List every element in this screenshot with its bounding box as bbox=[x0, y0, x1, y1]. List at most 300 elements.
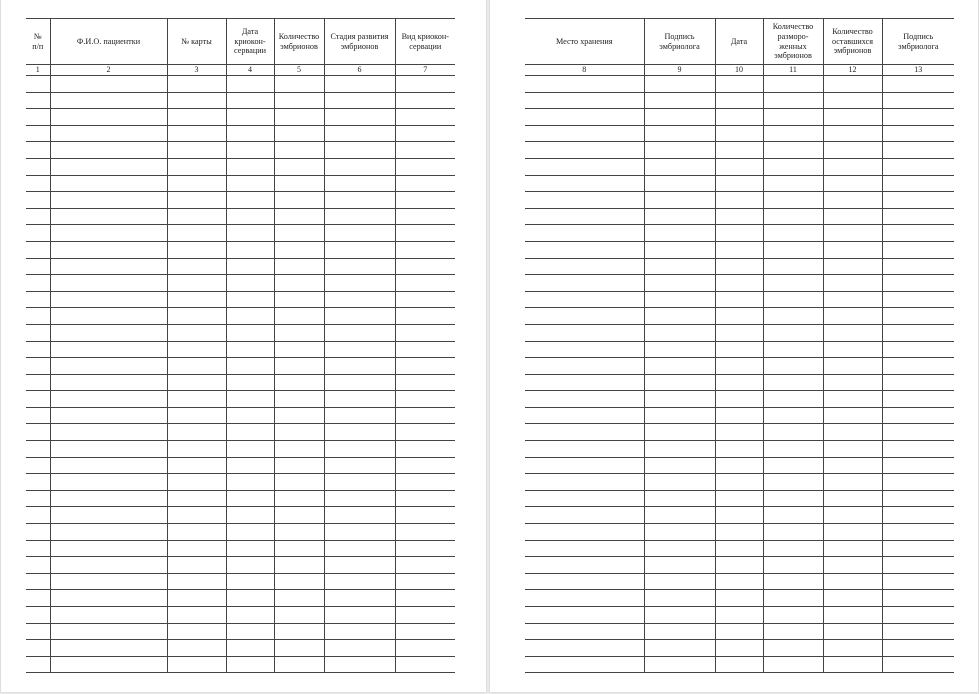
table-cell bbox=[226, 640, 274, 657]
table-cell bbox=[324, 474, 395, 491]
table-cell bbox=[395, 391, 455, 408]
table-cell bbox=[324, 590, 395, 607]
table-cell bbox=[823, 391, 882, 408]
table-cell bbox=[274, 391, 324, 408]
table-cell bbox=[395, 308, 455, 325]
table-cell bbox=[823, 457, 882, 474]
table-cell bbox=[525, 308, 644, 325]
table-cell bbox=[715, 391, 763, 408]
column-number: 3 bbox=[167, 65, 226, 76]
table-cell bbox=[274, 125, 324, 142]
table-cell bbox=[882, 607, 954, 624]
table-cell bbox=[525, 208, 644, 225]
table-cell bbox=[644, 208, 715, 225]
table-cell bbox=[167, 125, 226, 142]
table-cell bbox=[644, 76, 715, 93]
table-cell bbox=[763, 308, 823, 325]
table-row bbox=[525, 557, 954, 574]
table-row bbox=[26, 374, 455, 391]
table-cell bbox=[644, 374, 715, 391]
table-cell bbox=[763, 158, 823, 175]
table-cell bbox=[525, 490, 644, 507]
table-cell bbox=[715, 76, 763, 93]
table-cell bbox=[26, 341, 50, 358]
table-cell bbox=[226, 241, 274, 258]
table-row bbox=[26, 192, 455, 209]
table-row bbox=[525, 656, 954, 673]
table-cell bbox=[644, 424, 715, 441]
table-cell bbox=[882, 241, 954, 258]
table-cell bbox=[525, 258, 644, 275]
table-cell bbox=[324, 76, 395, 93]
left-journal-table bbox=[26, 18, 455, 673]
table-cell bbox=[395, 241, 455, 258]
table-cell bbox=[525, 158, 644, 175]
table-cell bbox=[324, 623, 395, 640]
table-cell bbox=[167, 474, 226, 491]
table-cell bbox=[882, 424, 954, 441]
table-cell bbox=[50, 424, 167, 441]
table-cell bbox=[395, 656, 455, 673]
table-row bbox=[26, 109, 455, 126]
table-cell bbox=[525, 607, 644, 624]
table-cell bbox=[167, 275, 226, 292]
table-cell bbox=[525, 507, 644, 524]
table-cell bbox=[823, 175, 882, 192]
table-cell bbox=[274, 109, 324, 126]
table-cell bbox=[882, 656, 954, 673]
table-cell bbox=[882, 407, 954, 424]
table-cell bbox=[274, 76, 324, 93]
table-cell bbox=[525, 540, 644, 557]
table-cell bbox=[823, 540, 882, 557]
table-cell bbox=[274, 142, 324, 159]
table-cell bbox=[324, 524, 395, 541]
table-cell bbox=[644, 590, 715, 607]
table-cell bbox=[395, 142, 455, 159]
table-cell bbox=[395, 125, 455, 142]
table-cell bbox=[274, 656, 324, 673]
table-cell bbox=[763, 275, 823, 292]
left-table-body bbox=[26, 76, 455, 673]
table-cell bbox=[274, 258, 324, 275]
table-row bbox=[26, 507, 455, 524]
column-number: 8 bbox=[525, 65, 644, 76]
table-cell bbox=[167, 175, 226, 192]
table-cell bbox=[226, 324, 274, 341]
table-cell bbox=[715, 507, 763, 524]
table-cell bbox=[715, 557, 763, 574]
table-row bbox=[26, 125, 455, 142]
right-journal-table bbox=[525, 18, 954, 673]
table-cell bbox=[644, 109, 715, 126]
table-cell bbox=[167, 324, 226, 341]
table-cell bbox=[715, 590, 763, 607]
table-cell bbox=[882, 524, 954, 541]
table-cell bbox=[226, 225, 274, 242]
table-cell bbox=[226, 308, 274, 325]
table-cell bbox=[882, 457, 954, 474]
table-cell bbox=[50, 308, 167, 325]
table-cell bbox=[882, 76, 954, 93]
table-cell bbox=[395, 590, 455, 607]
table-cell bbox=[763, 192, 823, 209]
table-cell bbox=[26, 258, 50, 275]
table-cell bbox=[823, 324, 882, 341]
table-cell bbox=[50, 258, 167, 275]
table-cell bbox=[50, 507, 167, 524]
table-cell bbox=[274, 175, 324, 192]
table-cell bbox=[274, 192, 324, 209]
table-cell bbox=[882, 308, 954, 325]
table-cell bbox=[395, 507, 455, 524]
table-cell bbox=[395, 441, 455, 458]
table-cell bbox=[167, 391, 226, 408]
table-row bbox=[26, 258, 455, 275]
table-row bbox=[26, 640, 455, 657]
table-cell bbox=[715, 358, 763, 375]
table-cell bbox=[715, 241, 763, 258]
table-cell bbox=[644, 158, 715, 175]
table-cell bbox=[274, 324, 324, 341]
table-cell bbox=[763, 557, 823, 574]
table-cell bbox=[395, 175, 455, 192]
table-row bbox=[525, 407, 954, 424]
table-cell bbox=[50, 208, 167, 225]
table-cell bbox=[50, 341, 167, 358]
table-cell bbox=[167, 441, 226, 458]
table-cell bbox=[324, 490, 395, 507]
table-cell bbox=[644, 125, 715, 142]
column-header-embryo-stage: Стадия развития эмбрионов bbox=[324, 19, 395, 65]
table-cell bbox=[644, 607, 715, 624]
table-cell bbox=[763, 474, 823, 491]
table-row bbox=[525, 158, 954, 175]
table-cell bbox=[882, 507, 954, 524]
column-number: 12 bbox=[823, 65, 882, 76]
table-cell bbox=[715, 623, 763, 640]
table-cell bbox=[167, 192, 226, 209]
table-cell bbox=[167, 258, 226, 275]
table-cell bbox=[50, 391, 167, 408]
table-cell bbox=[274, 291, 324, 308]
table-cell bbox=[644, 341, 715, 358]
table-row bbox=[26, 656, 455, 673]
table-row bbox=[26, 607, 455, 624]
table-cell bbox=[525, 192, 644, 209]
table-cell bbox=[26, 540, 50, 557]
table-cell bbox=[644, 656, 715, 673]
table-cell bbox=[644, 623, 715, 640]
table-cell bbox=[26, 457, 50, 474]
table-cell bbox=[715, 258, 763, 275]
table-cell bbox=[525, 457, 644, 474]
table-row bbox=[525, 573, 954, 590]
table-cell bbox=[882, 92, 954, 109]
table-cell bbox=[763, 656, 823, 673]
table-cell bbox=[50, 590, 167, 607]
table-cell bbox=[167, 540, 226, 557]
table-cell bbox=[324, 358, 395, 375]
table-cell bbox=[823, 407, 882, 424]
table-cell bbox=[167, 241, 226, 258]
table-cell bbox=[274, 507, 324, 524]
table-cell bbox=[715, 125, 763, 142]
table-cell bbox=[26, 109, 50, 126]
table-cell bbox=[226, 507, 274, 524]
table-row bbox=[525, 507, 954, 524]
table-cell bbox=[823, 590, 882, 607]
table-cell bbox=[274, 424, 324, 441]
table-cell bbox=[763, 208, 823, 225]
table-cell bbox=[26, 656, 50, 673]
table-cell bbox=[882, 324, 954, 341]
table-cell bbox=[26, 142, 50, 159]
table-cell bbox=[324, 192, 395, 209]
table-cell bbox=[644, 407, 715, 424]
table-cell bbox=[50, 76, 167, 93]
table-cell bbox=[50, 225, 167, 242]
table-row bbox=[26, 142, 455, 159]
table-cell bbox=[882, 374, 954, 391]
table-cell bbox=[644, 358, 715, 375]
table-cell bbox=[882, 208, 954, 225]
table-cell bbox=[324, 109, 395, 126]
table-row bbox=[26, 308, 455, 325]
table-row bbox=[525, 374, 954, 391]
table-cell bbox=[50, 441, 167, 458]
table-cell bbox=[395, 225, 455, 242]
table-cell bbox=[324, 308, 395, 325]
table-row bbox=[525, 175, 954, 192]
table-cell bbox=[715, 225, 763, 242]
table-cell bbox=[763, 441, 823, 458]
table-cell bbox=[882, 192, 954, 209]
table-cell bbox=[823, 524, 882, 541]
table-cell bbox=[226, 142, 274, 159]
table-row bbox=[525, 457, 954, 474]
table-cell bbox=[525, 391, 644, 408]
table-cell bbox=[226, 590, 274, 607]
column-header-embryologist-signature-2: Подпись эмбриолога bbox=[882, 19, 954, 65]
table-cell bbox=[525, 324, 644, 341]
table-cell bbox=[715, 607, 763, 624]
column-header-remaining-embryos: Количество оставшихся эмбрионов bbox=[823, 19, 882, 65]
table-row bbox=[525, 109, 954, 126]
table-row bbox=[26, 474, 455, 491]
table-cell bbox=[324, 291, 395, 308]
table-cell bbox=[882, 623, 954, 640]
table-cell bbox=[395, 490, 455, 507]
table-cell bbox=[226, 557, 274, 574]
table-cell bbox=[167, 457, 226, 474]
table-cell bbox=[644, 540, 715, 557]
table-cell bbox=[395, 341, 455, 358]
table-cell bbox=[525, 557, 644, 574]
table-cell bbox=[274, 358, 324, 375]
table-cell bbox=[882, 590, 954, 607]
table-cell bbox=[50, 291, 167, 308]
table-cell bbox=[525, 573, 644, 590]
table-cell bbox=[715, 656, 763, 673]
table-cell bbox=[324, 225, 395, 242]
table-row bbox=[525, 308, 954, 325]
table-cell bbox=[50, 524, 167, 541]
table-cell bbox=[525, 341, 644, 358]
table-cell bbox=[50, 457, 167, 474]
table-cell bbox=[882, 557, 954, 574]
table-cell bbox=[644, 324, 715, 341]
table-cell bbox=[763, 291, 823, 308]
table-cell bbox=[26, 607, 50, 624]
table-cell bbox=[763, 407, 823, 424]
table-cell bbox=[823, 623, 882, 640]
table-cell bbox=[395, 208, 455, 225]
table-cell bbox=[715, 441, 763, 458]
table-cell bbox=[395, 109, 455, 126]
left-page bbox=[1, 0, 486, 692]
table-cell bbox=[763, 424, 823, 441]
table-cell bbox=[324, 607, 395, 624]
column-number: 7 bbox=[395, 65, 455, 76]
table-cell bbox=[50, 241, 167, 258]
table-cell bbox=[823, 341, 882, 358]
table-row bbox=[26, 424, 455, 441]
table-cell bbox=[715, 540, 763, 557]
table-cell bbox=[395, 407, 455, 424]
table-cell bbox=[823, 275, 882, 292]
table-cell bbox=[395, 374, 455, 391]
table-cell bbox=[226, 76, 274, 93]
table-cell bbox=[823, 424, 882, 441]
table-cell bbox=[167, 225, 226, 242]
table-row bbox=[26, 324, 455, 341]
table-cell bbox=[715, 208, 763, 225]
table-cell bbox=[167, 623, 226, 640]
table-cell bbox=[324, 175, 395, 192]
table-cell bbox=[823, 607, 882, 624]
table-cell bbox=[763, 142, 823, 159]
table-cell bbox=[226, 407, 274, 424]
table-cell bbox=[324, 125, 395, 142]
table-cell bbox=[26, 192, 50, 209]
table-cell bbox=[882, 258, 954, 275]
table-cell bbox=[763, 324, 823, 341]
table-cell bbox=[274, 490, 324, 507]
table-row bbox=[26, 241, 455, 258]
table-cell bbox=[395, 158, 455, 175]
table-cell bbox=[395, 324, 455, 341]
table-cell bbox=[525, 92, 644, 109]
table-cell bbox=[882, 490, 954, 507]
table-cell bbox=[525, 524, 644, 541]
table-cell bbox=[167, 109, 226, 126]
table-cell bbox=[882, 573, 954, 590]
table-cell bbox=[525, 76, 644, 93]
table-cell bbox=[226, 524, 274, 541]
table-cell bbox=[26, 92, 50, 109]
table-cell bbox=[226, 607, 274, 624]
table-cell bbox=[715, 92, 763, 109]
table-row bbox=[525, 441, 954, 458]
table-cell bbox=[324, 540, 395, 557]
table-cell bbox=[167, 490, 226, 507]
left-header-row bbox=[26, 19, 455, 65]
table-cell bbox=[823, 291, 882, 308]
table-cell bbox=[50, 92, 167, 109]
column-number: 1 bbox=[26, 65, 50, 76]
table-cell bbox=[763, 374, 823, 391]
table-cell bbox=[644, 291, 715, 308]
table-cell bbox=[50, 474, 167, 491]
table-cell bbox=[274, 573, 324, 590]
table-row bbox=[26, 441, 455, 458]
table-cell bbox=[763, 258, 823, 275]
table-row bbox=[26, 391, 455, 408]
table-row bbox=[26, 275, 455, 292]
table-cell bbox=[715, 275, 763, 292]
table-cell bbox=[50, 407, 167, 424]
table-row bbox=[525, 474, 954, 491]
table-cell bbox=[167, 656, 226, 673]
table-cell bbox=[882, 109, 954, 126]
column-header-embryologist-signature: Подпись эмбриолога bbox=[644, 19, 715, 65]
table-cell bbox=[226, 474, 274, 491]
table-cell bbox=[763, 540, 823, 557]
table-cell bbox=[525, 623, 644, 640]
table-cell bbox=[525, 142, 644, 159]
table-cell bbox=[226, 656, 274, 673]
table-row bbox=[26, 92, 455, 109]
table-cell bbox=[882, 474, 954, 491]
table-cell bbox=[274, 441, 324, 458]
table-cell bbox=[395, 573, 455, 590]
table-cell bbox=[763, 640, 823, 657]
table-cell bbox=[167, 308, 226, 325]
table-cell bbox=[395, 623, 455, 640]
table-row bbox=[26, 590, 455, 607]
table-cell bbox=[395, 457, 455, 474]
table-cell bbox=[715, 341, 763, 358]
table-row bbox=[26, 540, 455, 557]
table-cell bbox=[26, 490, 50, 507]
table-cell bbox=[715, 474, 763, 491]
table-cell bbox=[26, 125, 50, 142]
table-cell bbox=[226, 158, 274, 175]
table-row bbox=[525, 142, 954, 159]
table-cell bbox=[525, 358, 644, 375]
table-cell bbox=[167, 142, 226, 159]
table-cell bbox=[226, 275, 274, 292]
table-row bbox=[525, 358, 954, 375]
table-cell bbox=[26, 407, 50, 424]
table-cell bbox=[882, 441, 954, 458]
table-cell bbox=[324, 92, 395, 109]
table-row bbox=[525, 623, 954, 640]
table-cell bbox=[644, 241, 715, 258]
table-cell bbox=[167, 76, 226, 93]
table-cell bbox=[226, 374, 274, 391]
table-cell bbox=[274, 308, 324, 325]
column-number: 2 bbox=[50, 65, 167, 76]
table-cell bbox=[715, 142, 763, 159]
table-cell bbox=[763, 590, 823, 607]
table-cell bbox=[644, 308, 715, 325]
table-cell bbox=[167, 507, 226, 524]
table-cell bbox=[50, 142, 167, 159]
table-cell bbox=[525, 225, 644, 242]
table-cell bbox=[324, 158, 395, 175]
